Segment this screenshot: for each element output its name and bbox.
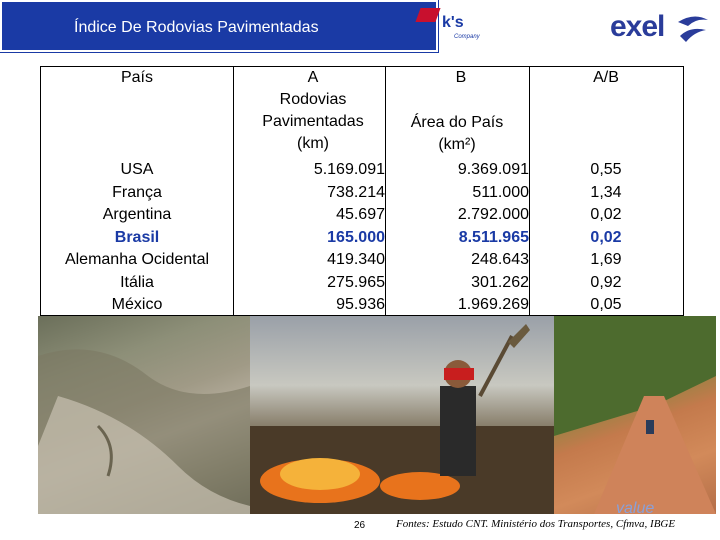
table-cell: 1.969.269 [457, 296, 529, 313]
exel-swoosh-icon [676, 14, 710, 44]
table-cell: Alemanha Ocidental [64, 251, 210, 268]
table-cell: 301.262 [471, 273, 529, 291]
table-cell-highlight: 0,02 [590, 228, 622, 246]
table-cell: 248.643 [471, 251, 529, 268]
table-cell: 419.340 [327, 251, 385, 268]
table-cell: 1,69 [590, 251, 622, 268]
column-letter: B [455, 69, 467, 86]
table-cell: 1,34 [590, 183, 622, 201]
paved-km-header [233, 67, 385, 157]
table-cell: 0,92 [590, 273, 622, 291]
table-cell: 0,05 [590, 296, 622, 313]
page-number: 26 [354, 520, 366, 531]
table-cell-highlight: 165.000 [327, 228, 385, 246]
table-cell: USA [120, 161, 154, 178]
table-cell: 738.214 [327, 183, 385, 201]
protest-illustration [250, 316, 554, 514]
table-cell: 9.369.091 [457, 161, 529, 178]
partner-logo-mark-icon [415, 8, 440, 22]
exel-logo-text: exel [610, 10, 665, 43]
table-cell: 95.936 [336, 296, 385, 313]
country-column [41, 67, 233, 315]
table-cell: 45.697 [336, 206, 385, 223]
column-letter: A [307, 69, 319, 86]
paved-km-values [233, 159, 385, 317]
table-cell: França [112, 183, 162, 201]
table-cell: 0,55 [590, 161, 622, 178]
table-cell: Itália [120, 273, 154, 291]
column-name: Rodovias Pavimentadas (km) [262, 91, 364, 152]
area-values [385, 159, 529, 317]
partner-logo-text: k's [442, 14, 464, 31]
sources-footnote: Fontes: Estudo CNT. Ministério dos Transportes, Cfmva, IBGE [396, 518, 676, 530]
table-cell: 275.965 [327, 273, 385, 291]
tagline-text: value [616, 500, 655, 517]
exel-logo [604, 10, 714, 50]
paved-km-column [233, 67, 385, 315]
area-header [385, 67, 529, 157]
area-column [385, 67, 529, 315]
road-protest-fire-photo [250, 316, 554, 514]
eroded-road-photo [38, 316, 250, 514]
table-cell: Argentina [102, 206, 172, 223]
table-cell-highlight: Brasil [114, 228, 160, 246]
table-cell: 0,02 [590, 206, 622, 223]
title-bar [0, 0, 438, 52]
dirt-road-illustration [554, 316, 716, 514]
paved-roads-table [40, 66, 684, 316]
table-cell-highlight: 8.511.965 [458, 228, 529, 246]
partner-logo [412, 6, 480, 46]
ratio-header: A/B [593, 69, 619, 86]
table-cell: México [111, 296, 163, 313]
slide-title: Índice De Rodovias Pavimentadas [74, 19, 319, 36]
country-values [41, 159, 233, 317]
table-cell: 5.169.091 [313, 161, 385, 178]
ratio-values [529, 159, 683, 317]
column-name: Área do País (km²) [410, 114, 504, 153]
eroded-road-illustration [38, 316, 250, 514]
country-header: País [120, 69, 153, 86]
dirt-road-photo [554, 316, 716, 514]
partner-logo-subtext: Company [454, 34, 480, 40]
table-cell: 2.792.000 [457, 206, 529, 223]
ratio-column [529, 67, 683, 315]
table-cell: 511.000 [472, 183, 529, 201]
